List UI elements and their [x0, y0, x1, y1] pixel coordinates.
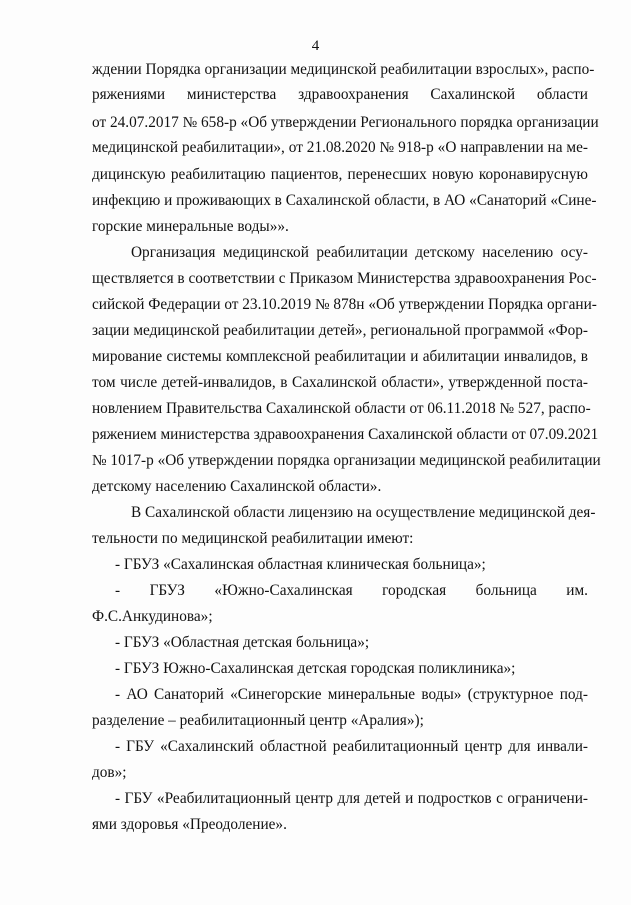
text-line: инфекцию и проживающих в Сахалинской области, в АО «Санаторий «Сине-: [92, 192, 597, 209]
text-line: ждении Порядка организации медицинской реабилитации взрослых», распо-: [92, 61, 595, 78]
text-line: дицинскую реабилитацию пациентов, перенесших новую коронавирусную: [92, 166, 588, 183]
text-line: Организация медицинской реабилитации детскому населению осу-: [131, 244, 588, 261]
list-item: - ГБУЗ «Областная детская больница»;: [115, 634, 370, 651]
list-item: - АО Санаторий «Синегорские минеральные воды» (структурное под-: [115, 686, 588, 703]
list-item: - ГБУ «Реабилитационный центр для детей и подростков с ограничени-: [115, 790, 588, 807]
list-item: - ГБУЗ «Сахалинская областная клиническая больница»;: [115, 556, 486, 573]
text-line: мирование системы комплексной реабилитации и абилитации инвалидов, в: [92, 348, 588, 365]
text-line: том числе детей-инвалидов, в Сахалинской области», утвержденной поста-: [92, 374, 588, 391]
text-line: Ф.С.Анкудинова»;: [92, 608, 213, 625]
text-line: № 1017-р «Об утверждении порядка организации медицинской реабилитации: [92, 452, 601, 469]
text-line: ями здоровья «Преодоление».: [92, 816, 287, 833]
text-line: сийской Федерации от 23.10.2019 № 878н «Об утверждении Порядка органи-: [92, 296, 597, 313]
text-line: зации медицинской реабилитации детей», региональной программой «Фор-: [92, 322, 588, 339]
text-line: ряжениями министерства здравоохранения Сахалинской области: [92, 86, 588, 103]
page-number: 4: [311, 38, 320, 54]
text-line: дов»;: [92, 764, 127, 781]
text-line: новлением Правительства Сахалинской области от 06.11.2018 № 527, распо-: [92, 400, 591, 417]
text-line: горские минеральные воды»».: [92, 218, 289, 235]
text-line: тельности по медицинской реабилитации имеют:: [92, 530, 414, 547]
list-item: - ГБУЗ «Южно-Сахалинская городская больница им.: [115, 582, 588, 599]
text-line: В Сахалинской области лицензию на осуществление медицинской дея-: [131, 504, 596, 521]
text-line: разделение – реабилитационный центр «Аралия»);: [92, 712, 424, 729]
text-line: медицинской реабилитации», от 21.08.2020 № 918-р «О направлении на ме-: [92, 139, 588, 156]
text-line: детскому населению Сахалинской области».: [92, 478, 382, 495]
text-line: от 24.07.2017 № 658-р «Об утверждении Регионального порядка организации: [92, 114, 599, 131]
list-item: - ГБУ «Сахалинский областной реабилитационный центр для инвали-: [115, 738, 588, 755]
list-item: - ГБУЗ Южно-Сахалинская детская городская поликлиника»;: [115, 660, 516, 677]
text-line: ряжением министерства здравоохранения Сахалинской области от 07.09.2021: [92, 426, 599, 443]
text-line: ществляется в соответствии с Приказом Министерства здравоохранения Рос-: [92, 270, 597, 287]
